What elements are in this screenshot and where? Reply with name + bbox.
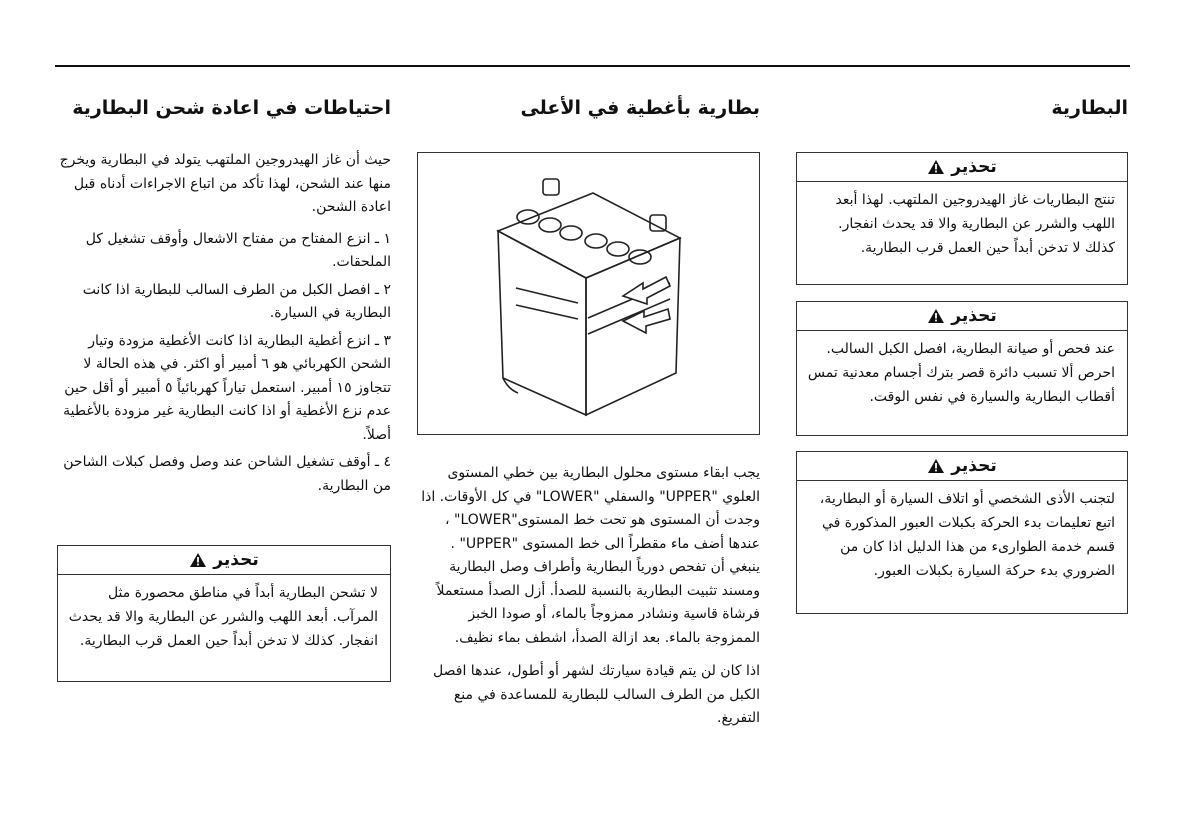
battery-column [796, 96, 1128, 120]
battery-title: البطارية [1051, 97, 1128, 119]
warning-triangle-icon [927, 308, 945, 324]
top-covers-paragraph-2: اذا كان لن يتم قيادة سيارتك لشهر أو أطول، عندها افصل الكبل من الطرف السالب للبطارية للمساعدة في منع التفريغ. [433, 663, 760, 726]
warning-header [797, 452, 1127, 481]
battery-warning-1 [796, 152, 1128, 285]
warning-header [58, 546, 390, 575]
header-rule [55, 65, 1130, 67]
warning-text: تنتج البطاريات غاز الهيدروجين الملتهب. لهذا أبعد اللهب والشرر عن البطارية والا قد يحدث انفجار. كذلك لا تدخن أبداً حين العمل قرب البطارية. [835, 192, 1115, 256]
warning-heading: تحذير [951, 157, 997, 177]
battery-warning-2 [796, 301, 1128, 436]
recharge-intro: حيث أن غاز الهيدروجين الملتهب يتولد في البطارية ويخرج منها عند الشحن، لهذا تأكد من اتباع الاجراءات أدناه قبل اعادة الشحن. [59, 152, 391, 215]
list-item: ٤ ـ أوقف تشغيل الشاحن عند وصل وفصل كبلات الشاحن من البطارية. [63, 454, 391, 494]
warning-triangle-icon [927, 458, 945, 474]
list-item: ٣ ـ انزع أغطية البطارية اذا كانت الأغطية مزودة وتيار الشحن الكهربائي هو ٦ أمبير أو اكثر. في هذه الحالة لا تتجاوز ١٥ أمبير. استعمل تياراً كهربائياً ٥ أمبير أو أقل حين عدم نزع الأغطية أو اذا كانت البطارية غير مزودة بالأغطية أصلاً. [63, 332, 391, 443]
warning-heading: تحذير [951, 456, 997, 476]
warning-header [797, 302, 1127, 331]
list-item: ١ ـ انزع المفتاح من مفتاح الاشعال وأوقف تشغيل كل الملحقات. [85, 230, 391, 270]
warning-triangle-icon [189, 552, 207, 568]
recharge-steps [55, 228, 391, 499]
top-covers-title: بطارية بأغطية في الأعلى [520, 97, 760, 119]
battery-illustration [417, 152, 760, 435]
recharge-warning [57, 545, 391, 682]
recharge-column [55, 96, 391, 502]
top-covers-paragraph-1: يجب ابقاء مستوى محلول البطارية بين خطي المستوى العلوي "UPPER" والسفلي "LOWER" في كل الأوقات. اذا وجدت أن المستوى هو تحت خط المستوى"LOWER" ، عندها أضف ماء مقطراً الى خط المستوى "UPPER" . ينبغي أن تفحص دورياً البطارية وأطراف وصل البطارية ومسند تثبيت البطارية بالنسبة للصدأ. أزل الصدأ مستعملاً فرشاة قاسية ونشادر ممزوجاً بالماء، أو صودا الخبز الممزوجة بالماء. بعد ازالة الصدأ، اشطف بماء نظيف. [421, 465, 760, 646]
warning-heading: تحذير [951, 306, 997, 326]
top-covers-body [417, 462, 760, 731]
top-covers-title-wrap [417, 96, 760, 120]
battery-warning-3 [796, 451, 1128, 614]
recharge-title: احتياطات في اعادة شحن البطارية [72, 97, 391, 119]
battery-drawing [418, 153, 759, 434]
warning-triangle-icon [927, 159, 945, 175]
warning-text: لا تشحن البطارية أبداً في مناطق محصورة مثل المرآب. أبعد اللهب والشرر عن البطارية والا قد يحدث انفجار. كذلك لا تدخن أبداً حين العمل قرب البطارية. [68, 585, 378, 649]
warning-text: عند فحص أو صيانة البطارية، افصل الكبل السالب. احرص ألا تسبب دائرة قصر بترك أجسام معدنية تمس أقطاب البطارية والسيارة في نفس الوقت. [807, 341, 1115, 405]
list-item: ٢ ـ افصل الكبل من الطرف السالب للبطارية اذا كانت البطارية في السيارة. [82, 281, 391, 321]
warning-heading: تحذير [213, 550, 259, 570]
warning-text: لتجنب الأذى الشخصي أو اتلاف السيارة أو البطارية، اتبع تعليمات بدء الحركة بكبلات العبور المذكورة في قسم خدمة الطوارىء من هذا الدليل اذا كان من الضروري بدء حركة السيارة بكبلات العبور. [819, 491, 1115, 579]
warning-header [797, 153, 1127, 182]
